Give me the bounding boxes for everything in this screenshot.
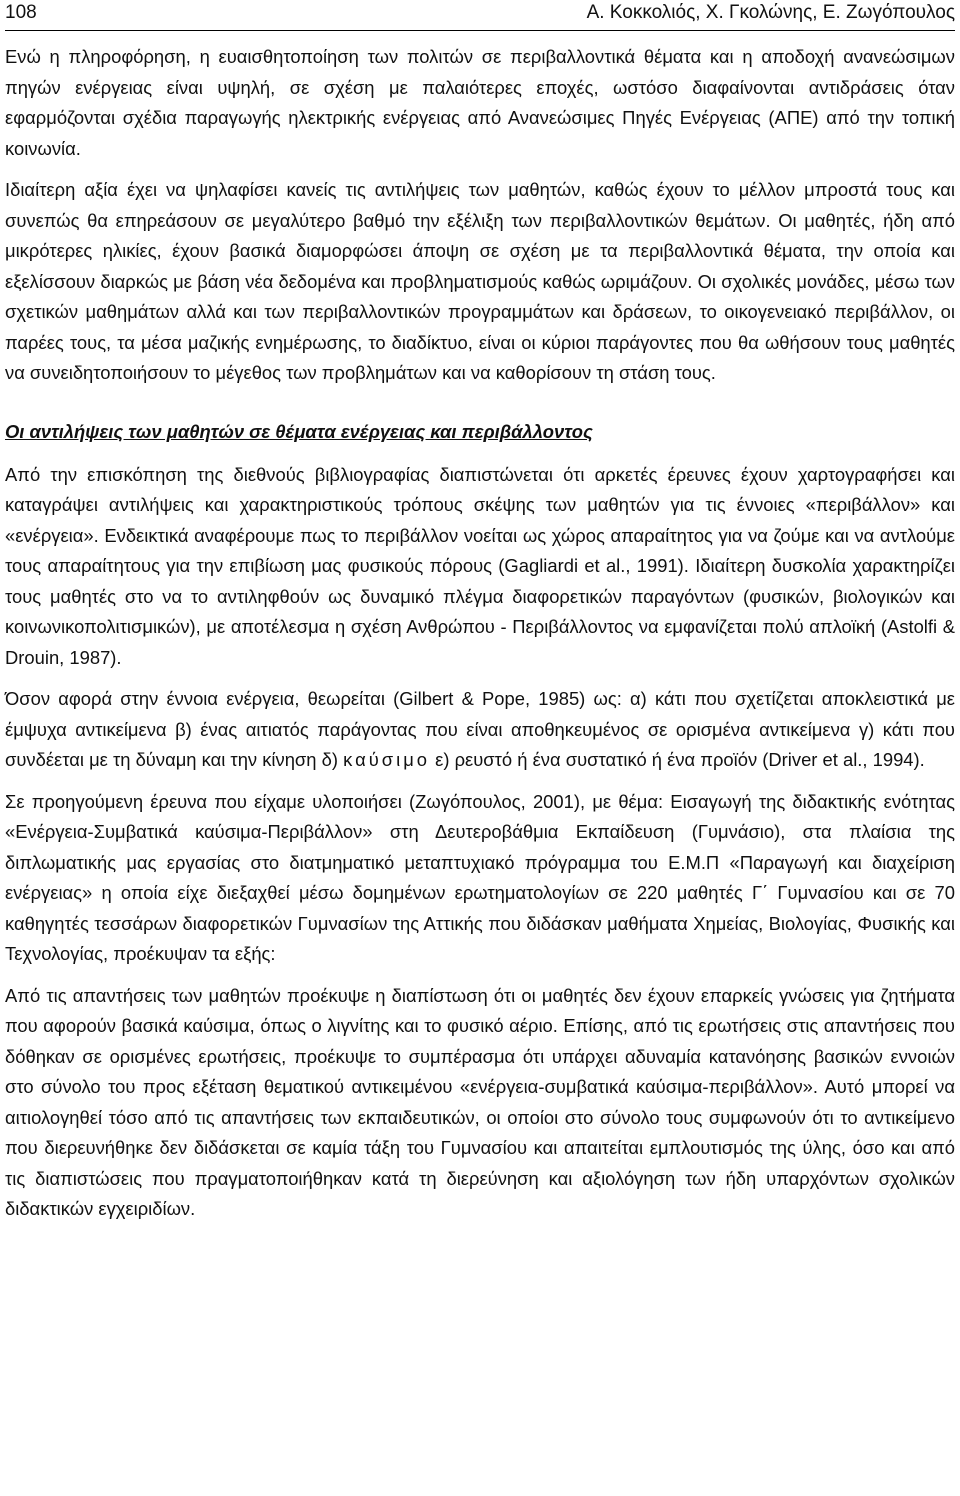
page-header xyxy=(5,0,955,31)
paragraph-energy-concept xyxy=(5,684,955,776)
energy-concept-text-start: Όσον αφορά στην έννοια ενέργεια, θεωρείται (Gilbert & Pope, 1985) ως: α) κάτι που σχετίζεται αποκλειστικά με έμψυχα αντικείμενα β) ένας αιτιατός παράγοντας που είναι αποθηκευμένος σε ορισμένα αντικείμενα γ) κάτι που συνδέεται με τη δύναμη και την κίνηση δ) xyxy=(5,688,955,770)
energy-concept-spaced-word: καύσιμο xyxy=(343,749,431,770)
page-number: 108 xyxy=(5,2,37,23)
paragraph-previous-research: Σε προηγούμενη έρευνα που είχαμε υλοποιήσει (Ζωγόπουλος, 2001), με θέμα: Εισαγωγή της διδακτικής ενότητας «Ενέργεια-Συμβατικά καύσιμα-Περιβάλλον» στη Δευτεροβάθμια Εκπαίδευση (Γυμνάσιο), στα πλαίσια της διπλωματικής μας εργασίας στο διατμηματικό μεταπτυχιακό πρόγραμμα του Ε.Μ.Π «Παραγωγή και διαχείριση ενέργειας» η οποία είχε διεξαχθεί μέσω δομημένων ερωτηματολογίων σε 220 μαθητές Γ΄ Γυμνασίου και σε 70 καθηγητές τεσσάρων διαφορετικών Γυμνασίων της Αττικής που διδάσκαν μαθήματα Χημείας, Βιολογίας, Φυσικής και Τεχνολογίας, προέκυψαν τα εξής: xyxy=(5,790,955,964)
paragraph-intro: Ενώ η πληροφόρηση, η ευαισθητοποίηση των πολιτών σε περιβαλλοντικά θέματα και η αποδοχή ανανεώσιμων πηγών ενέργειας είναι υψηλή, σε σχέση με παλαιότερες εποχές, ωστόσο διαφαίνονται αντιδράσεις όταν εφαρμόζονται σχέδια παραγωγής ηλεκτρικής ενέργειας από Ανανεώσιμες Πηγές Ενέργειας (ΑΠΕ) από την τοπική κοινωνία. xyxy=(5,46,955,159)
paragraph-student-perceptions: Ιδιαίτερη αξία έχει να ψηλαφίσει κανείς τις αντιλήψεις των μαθητών, καθώς έχουν το μέλλον μπροστά τους και συνεπώς θα επηρεάσουν σε μεγαλύτερο βαθμό την εξέλιξη των περιβαλλοντικών θεμάτων. Οι μαθητές, ήδη από μικρότερες ηλικίες, έχουν βασικά διαμορφώσει άποψη σε σχέση με τα περιβαλλοντικά θέματα, την οποία και εξελίσσουν διαρκώς με βάση νέα δεδομένα και προβληματισμούς καθώς ωριμάζουν. Οι σχολικές μονάδες, μέσω των σχετικών μαθημάτων αλλά και των περιβαλλοντικών προγραμμάτων και δράσεων, το οικογενειακό περιβάλλον, οι παρέες τους, τα μέσα μαζικής ενημέρωσης, το διαδίκτυο, είναι οι κύριοι παράγοντες που θα ωθήσουν τους μαθητές να συνειδητοποιήσουν το μέγεθος των προβλημάτων και να καθορίσουν τη στάση τους. xyxy=(5,179,955,383)
page-body xyxy=(5,42,955,1236)
energy-concept-text-end: ε) ρευστό ή ένα συστατικό ή ένα προϊόν (Driver et al., 1994). xyxy=(435,749,925,770)
section-heading: Οι αντιλήψεις των μαθητών σε θέματα ενέργειας και περιβάλλοντος xyxy=(5,420,593,442)
running-head-authors: Α. Κοκκολιός, Χ. Γκολώνης, Ε. Ζωγόπουλος xyxy=(586,2,955,23)
paragraph-literature-review: Από την επισκόπηση της διεθνούς βιβλιογραφίας διαπιστώνεται ότι αρκετές έρευνες έχουν χαρτογραφήσει και καταγράψει αντιλήψεις και χαρακτηριστικούς τρόπους σκέψης των μαθητών για τις έννοιες «περιβάλλον» και «ενέργεια». Ενδεικτικά αναφέρουμε πως το περιβάλλον νοείται ως χώρος απαραίτητος για να ζούμε και να αντλούμε τους απαραίτητους για την επιβίωση μας φυσικούς πόρους (Gagliardi et al., 1991). Ιδιαίτερη δυσκολία χαρακτηρίζει τους μαθητές στο να το αντιληφθούν ως δυναμικό πλέγμα διαφορετικών παραγόντων (φυσικών, βιολογικών και κοινωνικοπολιτισμικών), με αποτέλεσμα η σχέση Ανθρώπου - Περιβάλλοντος να εμφανίζεται πολύ απλοϊκή (Astolfi & Drouin, 1987). xyxy=(5,463,955,668)
paragraph-findings: Από τις απαντήσεις των μαθητών προέκυψε η διαπίστωση ότι οι μαθητές δεν έχουν επαρκείς γνώσεις για ζητήματα που αφορούν βασικά καύσιμα, όπως ο λιγνίτης και το φυσικό αέριο. Επίσης, από τις ερωτήσεις στις απαντήσεις που δόθηκαν σε ορισμένες ερωτήσεις, προέκυψε το συμπέρασμα ότι υπάρχει αδυναμία κατανόησης βασικών εννοιών στο σύνολο του προς εξέταση θεματικού αντικειμένου «ενέργεια-συμβατικά καύσιμα-περιβάλλον». Αυτό μπορεί να αιτιολογηθεί τόσο από τις απαντήσεις των εκπαιδευτικών, οι οποίοι στο σύνολο τους συμφωνούν ότι το αντικείμενο που διερευνήθηκε δεν διδάσκεται σε καμία τάξη του Γυμνασίου και απαιτείται εμπλουτισμός της ύλης, όσο και από τις διαπιστώσεις που πραγματοποιήθηκαν κατά τη διερεύνηση και αξιολόγηση των ήδη υπαρχόντων σχολικών διδακτικών εγχειριδίων. xyxy=(5,984,955,1219)
